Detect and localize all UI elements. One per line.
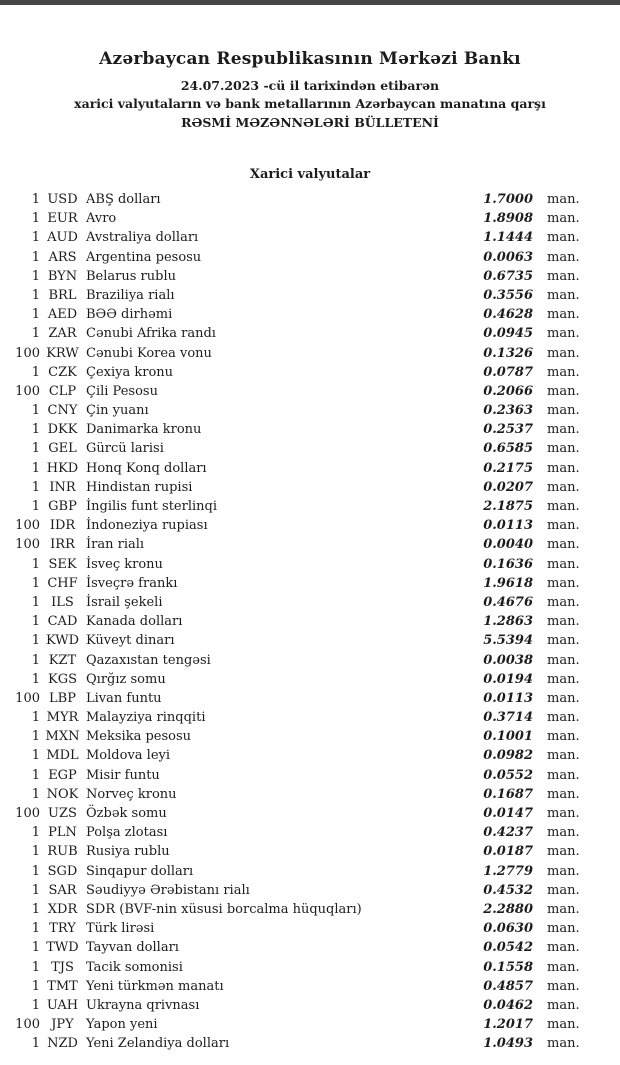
currency-code-cell: ARS	[48, 249, 77, 265]
currency-name-cell: Danimarka kronu	[86, 422, 202, 438]
rate-value-cell: 1.2017	[483, 1017, 533, 1033]
quantity-cell: 1	[31, 959, 40, 975]
rate-row	[0, 996, 620, 1015]
rate-row	[0, 420, 620, 439]
currency-code-cell: KGS	[47, 671, 77, 687]
rate-value-cell: 0.0207	[483, 479, 533, 495]
rate-value-cell: 0.0040	[483, 537, 533, 553]
quantity-cell: 100	[15, 806, 40, 821]
quantity-cell: 1	[31, 211, 40, 227]
quantity-cell: 1	[31, 671, 40, 687]
quantity-cell: 1	[31, 575, 40, 591]
quantity-cell: 1	[31, 307, 40, 323]
rate-value-cell: 0.1326	[483, 345, 533, 361]
bulletin-header	[0, 47, 620, 131]
rate-row	[0, 497, 620, 516]
currency-code-cell: NZD	[47, 1036, 78, 1052]
currency-name-cell: Braziliya rialı	[86, 287, 175, 303]
rate-row	[0, 555, 620, 574]
rate-row	[0, 248, 620, 267]
currency-name-cell: Çili Pesosu	[86, 383, 158, 399]
unit-cell: man.	[547, 748, 580, 764]
quantity-cell: 1	[31, 844, 40, 860]
unit-cell: man.	[547, 383, 580, 399]
rate-value-cell: 0.1687	[483, 786, 533, 802]
rate-value-cell: 0.0945	[483, 326, 533, 342]
quantity-cell: 100	[15, 383, 40, 399]
rate-value-cell: 2.2880	[483, 901, 533, 917]
unit-cell: man.	[547, 499, 580, 514]
currency-name-cell: Misir funtu	[86, 767, 160, 783]
currency-code-cell: KRW	[46, 345, 79, 361]
rate-value-cell: 0.0063	[483, 249, 533, 265]
rate-row	[0, 881, 620, 900]
currency-code-cell: HKD	[46, 460, 79, 476]
currency-code-cell: CLP	[48, 383, 77, 399]
currency-code-cell: MXN	[45, 729, 80, 745]
rate-value-cell: 0.4532	[483, 882, 533, 898]
unit-cell: man.	[547, 825, 580, 841]
rate-value-cell: 1.2863	[483, 614, 533, 630]
currency-name-cell: Tayvan dolları	[86, 940, 179, 956]
currency-name-cell: Gürcü larisi	[86, 441, 164, 457]
currency-name-cell: Özbək somu	[86, 806, 167, 821]
quantity-cell: 1	[31, 460, 40, 476]
quantity-cell: 1	[31, 499, 40, 514]
currency-code-cell: CNY	[47, 403, 78, 419]
currency-code-cell: GBP	[48, 499, 77, 514]
currency-code-cell: DKK	[47, 422, 78, 438]
quantity-cell: 1	[31, 287, 40, 303]
rate-value-cell: 0.2066	[483, 383, 533, 399]
unit-cell: man.	[547, 959, 580, 975]
rate-row	[0, 727, 620, 746]
quantity-cell: 1	[31, 403, 40, 419]
unit-cell: man.	[547, 940, 580, 956]
quantity-cell: 1	[31, 729, 40, 745]
currency-code-cell: SEK	[48, 556, 77, 572]
rate-value-cell: 0.2537	[483, 422, 533, 438]
rate-row	[0, 478, 620, 497]
currency-name-cell: İsrail şekeli	[86, 594, 163, 610]
unit-cell: man.	[547, 1017, 580, 1033]
currency-code-cell: EUR	[47, 211, 78, 227]
quantity-cell: 1	[31, 230, 40, 246]
rate-value-cell: 1.1444	[483, 230, 533, 246]
currency-code-cell: KWD	[45, 633, 80, 649]
currency-code-cell: SGD	[47, 863, 78, 879]
quantity-cell: 1	[31, 422, 40, 438]
currency-code-cell: TMT	[47, 978, 78, 994]
currency-code-cell: TJS	[51, 959, 74, 975]
rate-row	[0, 670, 620, 689]
rate-value-cell: 0.3556	[483, 287, 533, 303]
currency-code-cell: CAD	[47, 614, 78, 630]
unit-cell: man.	[547, 556, 580, 572]
quantity-cell: 1	[31, 786, 40, 802]
quantity-cell: 1	[31, 940, 40, 956]
currency-name-cell: İngilis funt sterlinqi	[86, 499, 217, 514]
rate-row	[0, 324, 620, 343]
currency-name-cell: Hindistan rupisi	[86, 479, 193, 495]
rate-row	[0, 267, 620, 286]
unit-cell: man.	[547, 364, 580, 380]
currency-name-cell: Avro	[86, 211, 117, 227]
quantity-cell: 1	[31, 249, 40, 265]
rate-row	[0, 401, 620, 420]
quantity-cell: 1	[31, 825, 40, 841]
rate-row	[0, 459, 620, 478]
unit-cell: man.	[547, 901, 580, 917]
currency-code-cell: CHF	[47, 575, 78, 591]
rate-value-cell: 0.1001	[483, 729, 533, 745]
quantity-cell: 1	[31, 978, 40, 994]
currency-name-cell: Polşa zlotası	[86, 825, 168, 841]
unit-cell: man.	[547, 211, 580, 227]
rate-row	[0, 516, 620, 535]
currency-name-cell: İndoneziya rupiası	[86, 518, 208, 534]
unit-cell: man.	[547, 441, 580, 457]
rate-row	[0, 785, 620, 804]
rate-value-cell: 0.0187	[483, 844, 533, 860]
quantity-cell: 100	[15, 345, 40, 361]
unit-cell: man.	[547, 403, 580, 419]
quantity-cell: 1	[31, 326, 40, 342]
currency-name-cell: BƏƏ dirhəmi	[86, 307, 173, 323]
rate-value-cell: 0.0787	[483, 364, 533, 380]
quantity-cell: 1	[31, 594, 40, 610]
rate-value-cell: 0.0113	[483, 690, 533, 706]
rate-row	[0, 190, 620, 209]
rate-row	[0, 574, 620, 593]
bank-title: Azərbaycan Respublikasının Mərkəzi Bankı	[99, 49, 521, 69]
rate-value-cell: 0.6585	[483, 441, 533, 457]
rate-row	[0, 804, 620, 823]
rate-value-cell: 0.4857	[483, 978, 533, 994]
rate-row	[0, 593, 620, 612]
rate-value-cell: 0.0552	[483, 767, 533, 783]
rate-row	[0, 958, 620, 977]
currency-name-cell: Norveç kronu	[86, 786, 177, 802]
currency-code-cell: GEL	[48, 441, 77, 457]
quantity-cell: 100	[15, 537, 40, 553]
currency-name-cell: Moldova leyi	[86, 748, 171, 764]
rate-row	[0, 977, 620, 996]
quantity-cell: 1	[31, 767, 40, 783]
currency-name-cell: Yapon yeni	[86, 1017, 158, 1033]
rate-row	[0, 1034, 620, 1053]
quantity-cell: 100	[15, 518, 40, 534]
unit-cell: man.	[547, 806, 580, 821]
unit-cell: man.	[547, 192, 580, 207]
currency-name-cell: Belarus rublu	[86, 268, 176, 284]
quantity-cell: 1	[31, 921, 40, 937]
rate-row	[0, 1015, 620, 1034]
quantity-cell: 1	[31, 748, 40, 764]
unit-cell: man.	[547, 594, 580, 610]
currency-name-cell: Sinqapur dolları	[86, 863, 194, 879]
quantity-cell: 1	[31, 479, 40, 495]
rate-value-cell: 0.0194	[483, 671, 533, 687]
unit-cell: man.	[547, 537, 580, 553]
unit-cell: man.	[547, 633, 580, 649]
rate-value-cell: 0.0462	[483, 997, 533, 1013]
rate-value-cell: 0.6735	[483, 268, 533, 284]
rate-row	[0, 708, 620, 727]
rate-row	[0, 363, 620, 382]
currency-code-cell: XDR	[47, 901, 78, 917]
rate-row	[0, 689, 620, 708]
rate-value-cell: 0.3714	[483, 710, 533, 726]
quantity-cell: 1	[31, 192, 40, 207]
currency-name-cell: Tacik somonisi	[86, 959, 183, 975]
currency-name-cell: İran rialı	[86, 537, 145, 553]
quantity-cell: 100	[15, 1017, 40, 1033]
rate-row	[0, 439, 620, 458]
currency-name-cell: Yeni türkmən manatı	[86, 978, 224, 994]
currency-name-cell: Honq Konq dolları	[86, 460, 207, 476]
rate-value-cell: 0.1636	[483, 556, 533, 572]
currency-code-cell: IRR	[50, 537, 75, 553]
rate-row	[0, 612, 620, 631]
rate-value-cell: 5.5394	[483, 633, 533, 649]
rate-row	[0, 900, 620, 919]
rate-row	[0, 823, 620, 842]
window-top-bar	[0, 0, 620, 5]
bulletin-name: RƏSMİ MƏZƏNNƏLƏRİ BÜLLETENİ	[181, 115, 439, 130]
rate-value-cell: 0.0630	[483, 921, 533, 937]
currency-code-cell: SAR	[48, 882, 77, 898]
currency-name-cell: Ukrayna qrivnası	[86, 997, 200, 1013]
currency-code-cell: INR	[49, 479, 76, 495]
unit-cell: man.	[547, 997, 580, 1013]
currency-name-cell: Avstraliya dolları	[86, 230, 199, 246]
unit-cell: man.	[547, 345, 580, 361]
section-title-foreign-currencies: Xarici valyutalar	[249, 167, 371, 182]
rate-value-cell: 1.0493	[483, 1036, 533, 1052]
rate-value-cell: 0.0113	[483, 518, 533, 534]
currency-code-cell: JPY	[51, 1017, 74, 1033]
currency-code-cell: BYN	[47, 268, 78, 284]
currency-code-cell: CZK	[48, 364, 77, 380]
currency-code-cell: TWD	[46, 940, 79, 956]
rate-value-cell: 0.4676	[483, 594, 533, 610]
rate-value-cell: 0.0038	[483, 652, 533, 668]
quantity-cell: 1	[31, 652, 40, 668]
unit-cell: man.	[547, 518, 580, 534]
rate-row	[0, 344, 620, 363]
rate-row	[0, 862, 620, 881]
currency-code-cell: RUB	[47, 844, 78, 860]
rate-value-cell: 0.2363	[483, 403, 533, 419]
rate-row	[0, 535, 620, 554]
rate-value-cell: 1.7000	[483, 192, 533, 207]
rate-row	[0, 938, 620, 957]
currency-name-cell: Səudiyyə Ərəbistanı rialı	[86, 882, 250, 898]
unit-cell: man.	[547, 863, 580, 879]
rate-row	[0, 651, 620, 670]
unit-cell: man.	[547, 978, 580, 994]
currency-name-cell: Kanada dolları	[86, 614, 183, 630]
unit-cell: man.	[547, 1036, 580, 1052]
rate-value-cell: 0.4628	[483, 307, 533, 323]
currency-code-cell: LBP	[49, 690, 76, 706]
currency-code-cell: NOK	[46, 786, 79, 802]
exchange-rates-table	[0, 190, 620, 1053]
rate-value-cell: 1.8908	[483, 211, 533, 227]
rate-row	[0, 305, 620, 324]
rate-row	[0, 746, 620, 765]
currency-code-cell: MYR	[46, 710, 79, 726]
currency-code-cell: BRL	[48, 287, 77, 303]
rate-value-cell: 0.1558	[483, 959, 533, 975]
unit-cell: man.	[547, 786, 580, 802]
rate-value-cell: 1.2779	[483, 863, 533, 879]
rate-row	[0, 631, 620, 650]
quantity-cell: 1	[31, 1036, 40, 1052]
currency-name-cell: Çexiya kronu	[86, 364, 174, 380]
effective-date-line: 24.07.2023 -cü il tarixindən etibarən	[180, 78, 440, 93]
unit-cell: man.	[547, 460, 580, 476]
rate-row	[0, 228, 620, 247]
currency-code-cell: ZAR	[48, 326, 77, 342]
currency-name-cell: Çin yuanı	[86, 403, 149, 419]
rate-value-cell: 0.0147	[483, 806, 533, 821]
currency-name-cell: Malayziya rinqqiti	[86, 710, 206, 726]
quantity-cell: 1	[31, 614, 40, 630]
currency-code-cell: UZS	[48, 806, 77, 821]
currency-name-cell: Qazaxıstan tengəsi	[86, 652, 211, 668]
rate-value-cell: 2.1875	[483, 499, 533, 514]
unit-cell: man.	[547, 422, 580, 438]
currency-name-cell: Cənubi Afrika randı	[86, 326, 216, 342]
unit-cell: man.	[547, 614, 580, 630]
unit-cell: man.	[547, 671, 580, 687]
currency-name-cell: Yeni Zelandiya dolları	[86, 1036, 230, 1052]
rate-value-cell: 0.2175	[483, 460, 533, 476]
currency-name-cell: ABŞ dolları	[86, 192, 161, 207]
unit-cell: man.	[547, 767, 580, 783]
rate-row	[0, 766, 620, 785]
quantity-cell: 1	[31, 997, 40, 1013]
quantity-cell: 1	[31, 710, 40, 726]
currency-code-cell: USD	[47, 192, 78, 207]
rate-value-cell: 0.4237	[483, 825, 533, 841]
currency-name-cell: Argentina pesosu	[86, 249, 202, 265]
unit-cell: man.	[547, 230, 580, 246]
currency-name-cell: SDR (BVF-nin xüsusi borcalma hüquqları)	[86, 901, 362, 917]
unit-cell: man.	[547, 287, 580, 303]
unit-cell: man.	[547, 690, 580, 706]
rate-row	[0, 919, 620, 938]
quantity-cell: 100	[15, 690, 40, 706]
quantity-cell: 1	[31, 364, 40, 380]
currency-name-cell: Türk lirəsi	[86, 921, 155, 937]
rate-value-cell: 0.0982	[483, 748, 533, 764]
quantity-cell: 1	[31, 901, 40, 917]
currency-name-cell: Küveyt dinarı	[86, 633, 175, 649]
currency-name-cell: Qırğız somu	[86, 671, 166, 687]
currency-code-cell: AED	[47, 307, 78, 323]
currency-name-cell: İsveçrə frankı	[86, 575, 178, 591]
bulletin-subtitle: xarici valyutaların və bank metallarının Azərbaycan manatına qarşı	[74, 96, 546, 111]
unit-cell: man.	[547, 921, 580, 937]
quantity-cell: 1	[31, 556, 40, 572]
quantity-cell: 1	[31, 441, 40, 457]
currency-code-cell: EGP	[48, 767, 77, 783]
currency-code-cell: TRY	[49, 921, 76, 937]
unit-cell: man.	[547, 844, 580, 860]
currency-code-cell: AUD	[47, 230, 78, 246]
unit-cell: man.	[547, 882, 580, 898]
rate-value-cell: 1.9618	[483, 575, 533, 591]
rate-row	[0, 842, 620, 861]
rate-row	[0, 209, 620, 228]
unit-cell: man.	[547, 268, 580, 284]
currency-name-cell: Meksika pesosu	[86, 729, 192, 745]
quantity-cell: 1	[31, 268, 40, 284]
currency-name-cell: Rusiya rublu	[86, 844, 170, 860]
unit-cell: man.	[547, 652, 580, 668]
currency-code-cell: PLN	[48, 825, 77, 841]
rate-row	[0, 286, 620, 305]
currency-code-cell: ILS	[51, 594, 74, 610]
currency-code-cell: KZT	[48, 652, 77, 668]
unit-cell: man.	[547, 326, 580, 342]
quantity-cell: 1	[31, 863, 40, 879]
currency-name-cell: İsveç kronu	[86, 556, 163, 572]
unit-cell: man.	[547, 479, 580, 495]
currency-code-cell: MDL	[46, 748, 79, 764]
currency-name-cell: Livan funtu	[86, 690, 162, 706]
rate-value-cell: 0.0542	[483, 940, 533, 956]
unit-cell: man.	[547, 729, 580, 745]
quantity-cell: 1	[31, 882, 40, 898]
currency-code-cell: IDR	[49, 518, 76, 534]
unit-cell: man.	[547, 575, 580, 591]
unit-cell: man.	[547, 307, 580, 323]
currency-name-cell: Cənubi Korea vonu	[86, 345, 212, 361]
quantity-cell: 1	[31, 633, 40, 649]
currency-code-cell: UAH	[46, 997, 79, 1013]
unit-cell: man.	[547, 249, 580, 265]
rate-row	[0, 382, 620, 401]
unit-cell: man.	[547, 710, 580, 726]
